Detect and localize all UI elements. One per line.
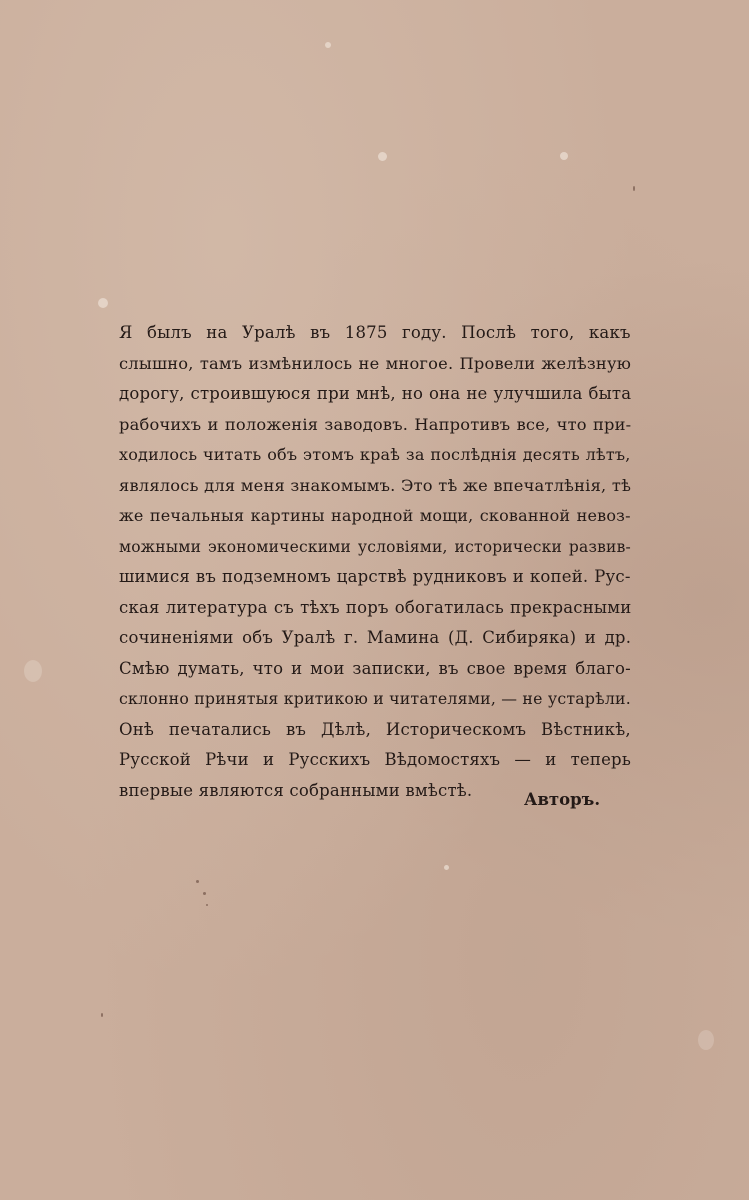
- text-line: [119, 318, 631, 349]
- line-text: являлось для меня знакомымъ. Это тѣ же впечатлѣнія, тѣ: [119, 475, 632, 495]
- line-text: впервые являются собранными вмѣстѣ.: [119, 780, 473, 800]
- text-line: [119, 654, 631, 685]
- paper-speck: [98, 298, 108, 308]
- paper-speck: [196, 880, 199, 883]
- line-text: слышно, тамъ измѣнилось не многое. Провели желѣзную: [119, 353, 632, 373]
- paper-speck: [24, 660, 42, 682]
- paper-speck: [325, 42, 331, 48]
- line-text: шимися въ подземномъ царствѣ рудниковъ и копей. Рус-: [119, 567, 631, 586]
- line-text: Смѣю думать, что и мои записки, въ свое время благо-: [119, 658, 631, 678]
- paper-speck: [203, 892, 206, 895]
- text-line: [119, 593, 631, 624]
- line-text: Онѣ печатались въ Дѣлѣ, Историческомъ Вѣстникѣ,: [119, 719, 631, 739]
- paper-speck: [698, 1030, 714, 1050]
- line-text: же печальныя картины народной мощи, скованной невоз-: [119, 506, 631, 525]
- text-line: [119, 562, 631, 593]
- text-line: [119, 379, 631, 410]
- text-line: [119, 745, 631, 776]
- text-line: [119, 684, 631, 715]
- preface-text: [119, 318, 631, 806]
- text-line: [119, 349, 631, 380]
- line-text: рабочихъ и положенія заводовъ. Напротивъ все, что при-: [119, 414, 632, 434]
- text-line: [119, 471, 631, 502]
- text-line: [119, 410, 631, 441]
- line-text: дорогу, строившуюся при мнѣ, но она не улучшила быта: [119, 384, 632, 403]
- line-text: Русской Рѣчи и Русскихъ Вѣдомостяхъ — и теперь: [119, 750, 631, 769]
- text-line: [119, 623, 631, 654]
- text-line: [119, 440, 631, 471]
- paper-speck: [101, 1013, 103, 1017]
- line-text: ходилось читать объ этомъ краѣ за послѣднія десять лѣтъ,: [119, 445, 631, 464]
- paper-speck: [633, 186, 635, 191]
- line-text: Я былъ на Уралѣ въ 1875 году. Послѣ того, какъ: [119, 323, 631, 342]
- line-text: сочиненіями объ Уралѣ г. Мамина (Д. Сибиряка) и др.: [119, 628, 632, 647]
- text-line: [119, 715, 631, 746]
- line-text: ская литература съ тѣхъ поръ обогатилась прекрасными: [119, 597, 632, 617]
- text-line: [119, 532, 631, 563]
- line-text: склонно принятыя критикою и читателями, — не устарѣли.: [119, 689, 631, 708]
- author-signature: Авторъ.: [524, 790, 601, 809]
- paper-speck: [560, 152, 568, 160]
- paper-speck: [444, 865, 449, 870]
- paper-speck: [378, 152, 387, 161]
- line-text: можными экономическими условіями, исторически развив-: [119, 537, 631, 556]
- text-line: [119, 501, 631, 532]
- paper-speck: [206, 904, 208, 906]
